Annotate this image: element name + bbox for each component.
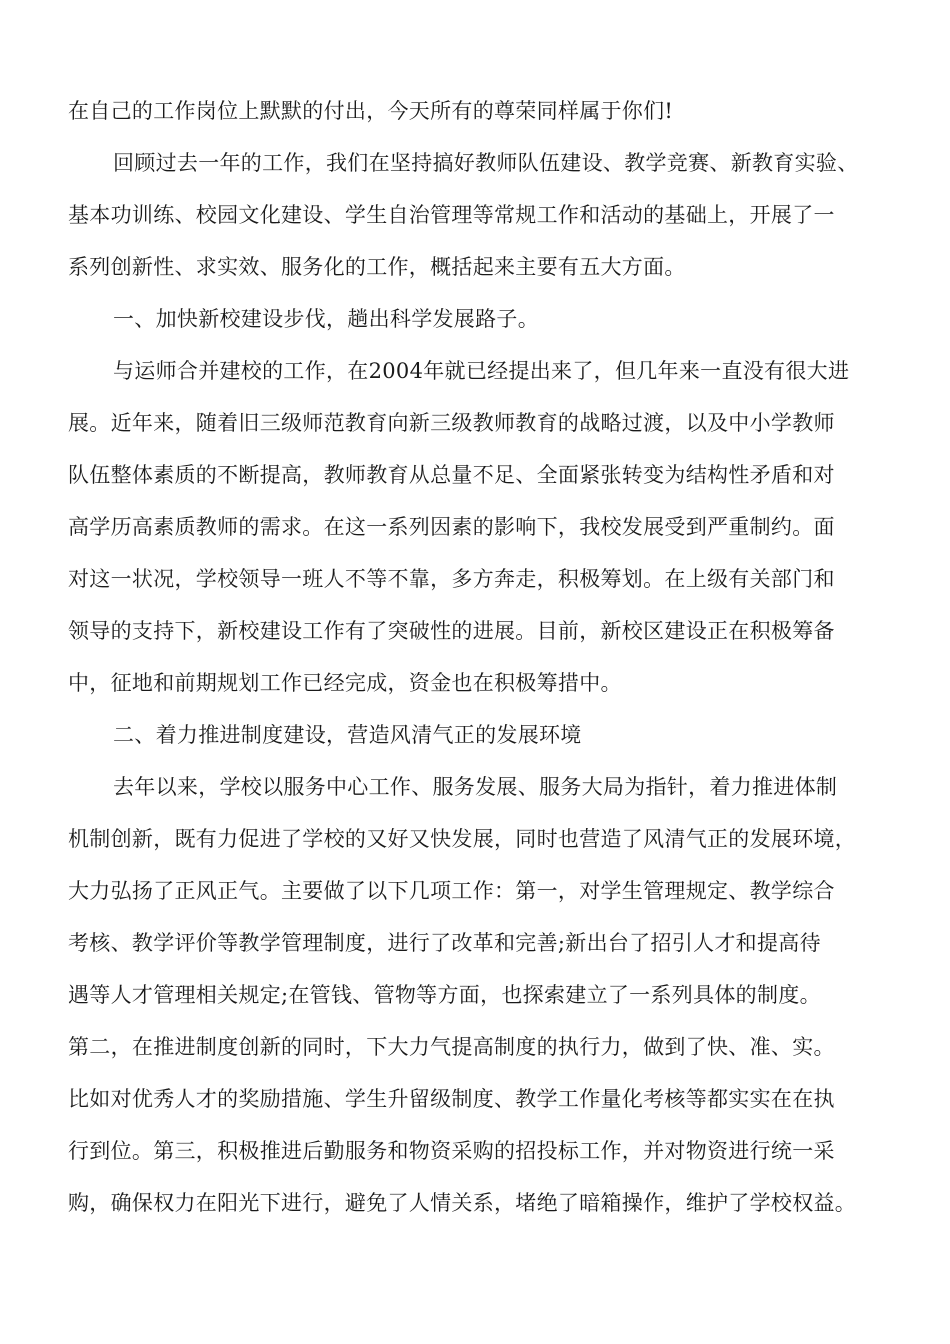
text-line: 领导的支持下，新校建设工作有了突破性的进展。目前，新校区建设正在积极筹备: [68, 619, 835, 643]
text-line: 机制创新，既有力促进了学校的又好又快发展，同时也营造了风清气正的发展环境，: [68, 827, 857, 851]
text-line: 行到位。第三，积极推进后勤服务和物资采购的招投标工作，并对物资进行统一采: [68, 1139, 835, 1163]
text-line: 第二，在推进制度创新的同时，下大力气提高制度的执行力，做到了快、准、实。: [68, 1035, 835, 1059]
text-line: 中，征地和前期规划工作已经完成，资金也在积极筹措中。: [68, 671, 622, 695]
text-line: 基本功训练、校园文化建设、学生自治管理等常规工作和活动的基础上，开展了一: [68, 203, 835, 227]
text-line: 展。近年来，随着旧三级师范教育向新三级教师教育的战略过渡，以及中小学教师: [68, 411, 835, 435]
paragraph-start: 回顾过去一年的工作，我们在坚持搞好教师队伍建设、教学竞赛、新教育实验、: [113, 151, 859, 175]
text-line: 考核、教学评价等教学管理制度，进行了改革和完善;新出台了招引人才和提高待: [68, 931, 821, 955]
text-line: 在自己的工作岗位上默默的付出，今天所有的尊荣同样属于你们!: [68, 99, 674, 123]
text-line: 对这一状况，学校领导一班人不等不靠，多方奔走，积极筹划。在上级有关部门和: [68, 567, 835, 591]
text-line: 大力弘扬了正风正气。主要做了以下几项工作：第一，对学生管理规定、教学综合: [68, 879, 835, 903]
text-line: 系列创新性、求实效、服务化的工作，概括起来主要有五大方面。: [68, 255, 686, 279]
section-heading-2: 二、着力推进制度建设，营造风清气正的发展环境: [113, 723, 582, 747]
text-line: 遇等人才管理相关规定;在管钱、管物等方面，也探索建立了一系列具体的制度。: [68, 983, 821, 1007]
section-heading-1: 一、加快新校建设步伐，趟出科学发展路子。: [113, 307, 539, 331]
paragraph-start: 与运师合并建校的工作，在2004年就已经提出来了，但几年来一直没有很大进: [113, 359, 850, 383]
text-line: 比如对优秀人才的奖励措施、学生升留级制度、教学工作量化考核等都实实在在执: [68, 1087, 835, 1111]
text-line: 购，确保权力在阳光下进行，避免了人情关系，堵绝了暗箱操作，维护了学校权益。: [68, 1191, 857, 1215]
text-line: 高学历高素质教师的需求。在这一系列因素的影响下，我校发展受到严重制约。面: [68, 515, 835, 539]
paragraph-start: 去年以来，学校以服务中心工作、服务发展、服务大局为指针，着力推进体制: [113, 775, 838, 799]
text-line: 队伍整体素质的不断提高，教师教育从总量不足、全面紧张转变为结构性矛盾和对: [68, 463, 835, 487]
